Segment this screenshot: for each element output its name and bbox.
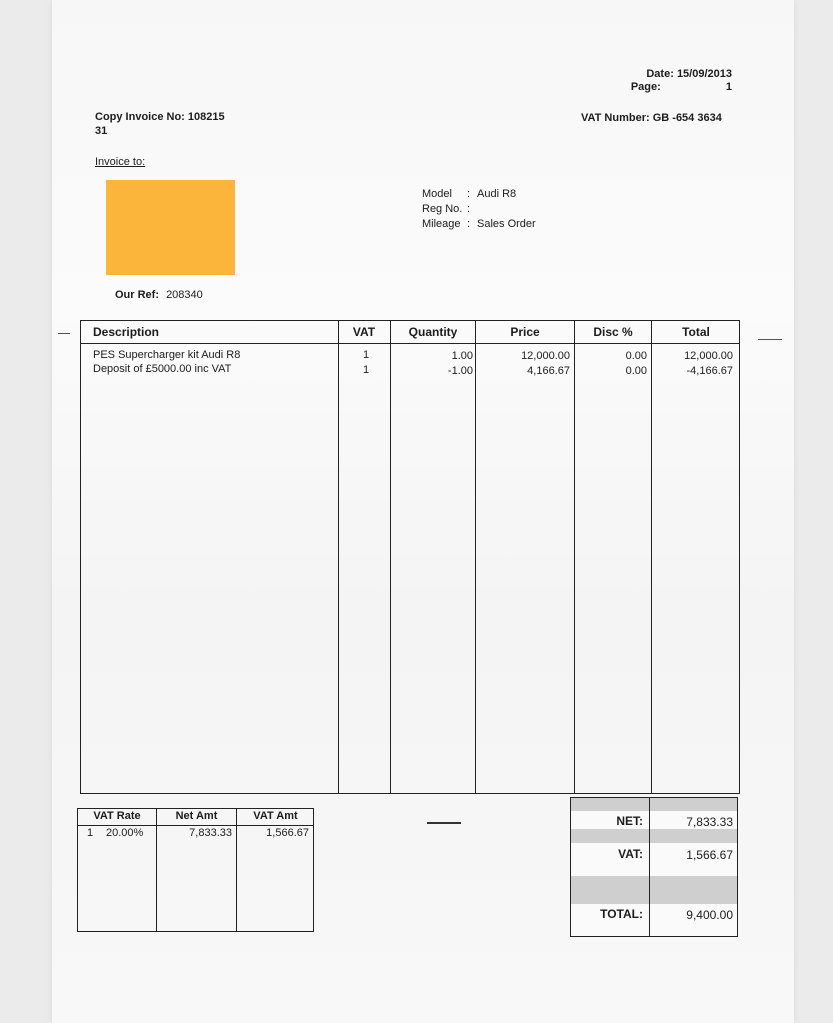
model-value: Audi R8	[477, 188, 517, 200]
col-description: Description	[93, 325, 160, 339]
net-label: NET:	[616, 814, 643, 828]
model-label: Model	[422, 188, 452, 200]
col-vat-rate: VAT Rate	[93, 810, 141, 822]
vat-row-net: 7,833.33	[189, 827, 232, 839]
col-disc: Disc %	[593, 325, 633, 339]
invoice-label: Copy Invoice No:	[95, 111, 185, 123]
total-value: 9,400.00	[686, 908, 733, 922]
row-1-disc: 0.00	[625, 350, 647, 362]
date-label: Date:	[646, 68, 674, 80]
row-2-quantity: -1.00	[447, 365, 473, 377]
vat-row-code: 1	[87, 827, 94, 839]
our-ref-value: 208340	[166, 289, 203, 301]
vat-summary-table	[77, 808, 314, 932]
vat-label: VAT:	[618, 847, 643, 861]
separator-dash	[427, 822, 461, 824]
row-2-description: Deposit of £5000.00 inc VAT	[93, 363, 232, 375]
date-value: 15/09/2013	[676, 68, 732, 80]
row-2-total: -4,166.67	[686, 365, 733, 377]
vat-row-vat: 1,566.67	[266, 827, 309, 839]
col-vat: VAT	[352, 325, 376, 339]
mileage-label: Mileage	[422, 218, 461, 230]
vat-value: 1,566.67	[686, 848, 733, 862]
col-vat-amt: VAT Amt	[253, 810, 298, 822]
totals-shade	[571, 798, 737, 811]
page-value: 1	[725, 81, 732, 93]
our-ref-label: Our Ref:	[115, 289, 159, 301]
mileage-value: Sales Order	[477, 218, 536, 230]
vat-number	[581, 112, 722, 124]
margin-mark-right	[758, 339, 782, 340]
date-block	[600, 68, 732, 93]
invoice-number-line1: 108215	[187, 111, 225, 123]
redacted-address	[106, 180, 235, 275]
totals-shade	[571, 829, 737, 843]
row-2-vat: 1	[363, 364, 370, 376]
col-price: Price	[510, 325, 540, 339]
col-divider	[651, 321, 652, 793]
vat-summary-header	[78, 809, 313, 826]
margin-mark-left	[58, 333, 70, 334]
col-total: Total	[682, 325, 710, 339]
vehicle-info: Model : Audi R8 Reg No. : Mileage : Sales Order	[422, 188, 536, 230]
col-divider	[390, 321, 391, 793]
totals-shade	[571, 876, 737, 904]
page-label: Page:	[630, 81, 661, 93]
line-items-table	[80, 320, 740, 794]
row-1-total: 12,000.00	[684, 350, 733, 362]
invoice-number-line2: 31	[95, 125, 108, 137]
invoice-to-label: Invoice to:	[95, 156, 146, 168]
row-2-disc: 0.00	[625, 365, 647, 377]
row-2-price: 4,166.67	[527, 365, 570, 377]
row-1-description: PES Supercharger kit Audi R8	[93, 349, 241, 361]
invoice-number	[95, 111, 225, 123]
our-ref	[115, 289, 203, 301]
totals-box	[570, 797, 738, 937]
col-divider	[574, 321, 575, 793]
net-value: 7,833.33	[686, 815, 733, 829]
line-items-header	[81, 321, 739, 344]
col-quantity: Quantity	[408, 325, 458, 339]
vat-number-value: GB -654 3634	[652, 112, 722, 124]
col-net-amt: Net Amt	[175, 810, 218, 822]
total-label: TOTAL:	[600, 907, 643, 921]
vat-row-rate: 20.00%	[106, 827, 144, 839]
reg-label: Reg No.	[422, 203, 463, 215]
col-divider	[475, 321, 476, 793]
row-1-quantity: 1.00	[451, 350, 473, 362]
col-divider	[338, 321, 339, 793]
row-1-vat: 1	[363, 349, 370, 361]
vat-number-label: VAT Number:	[581, 112, 650, 124]
row-1-price: 12,000.00	[521, 350, 570, 362]
